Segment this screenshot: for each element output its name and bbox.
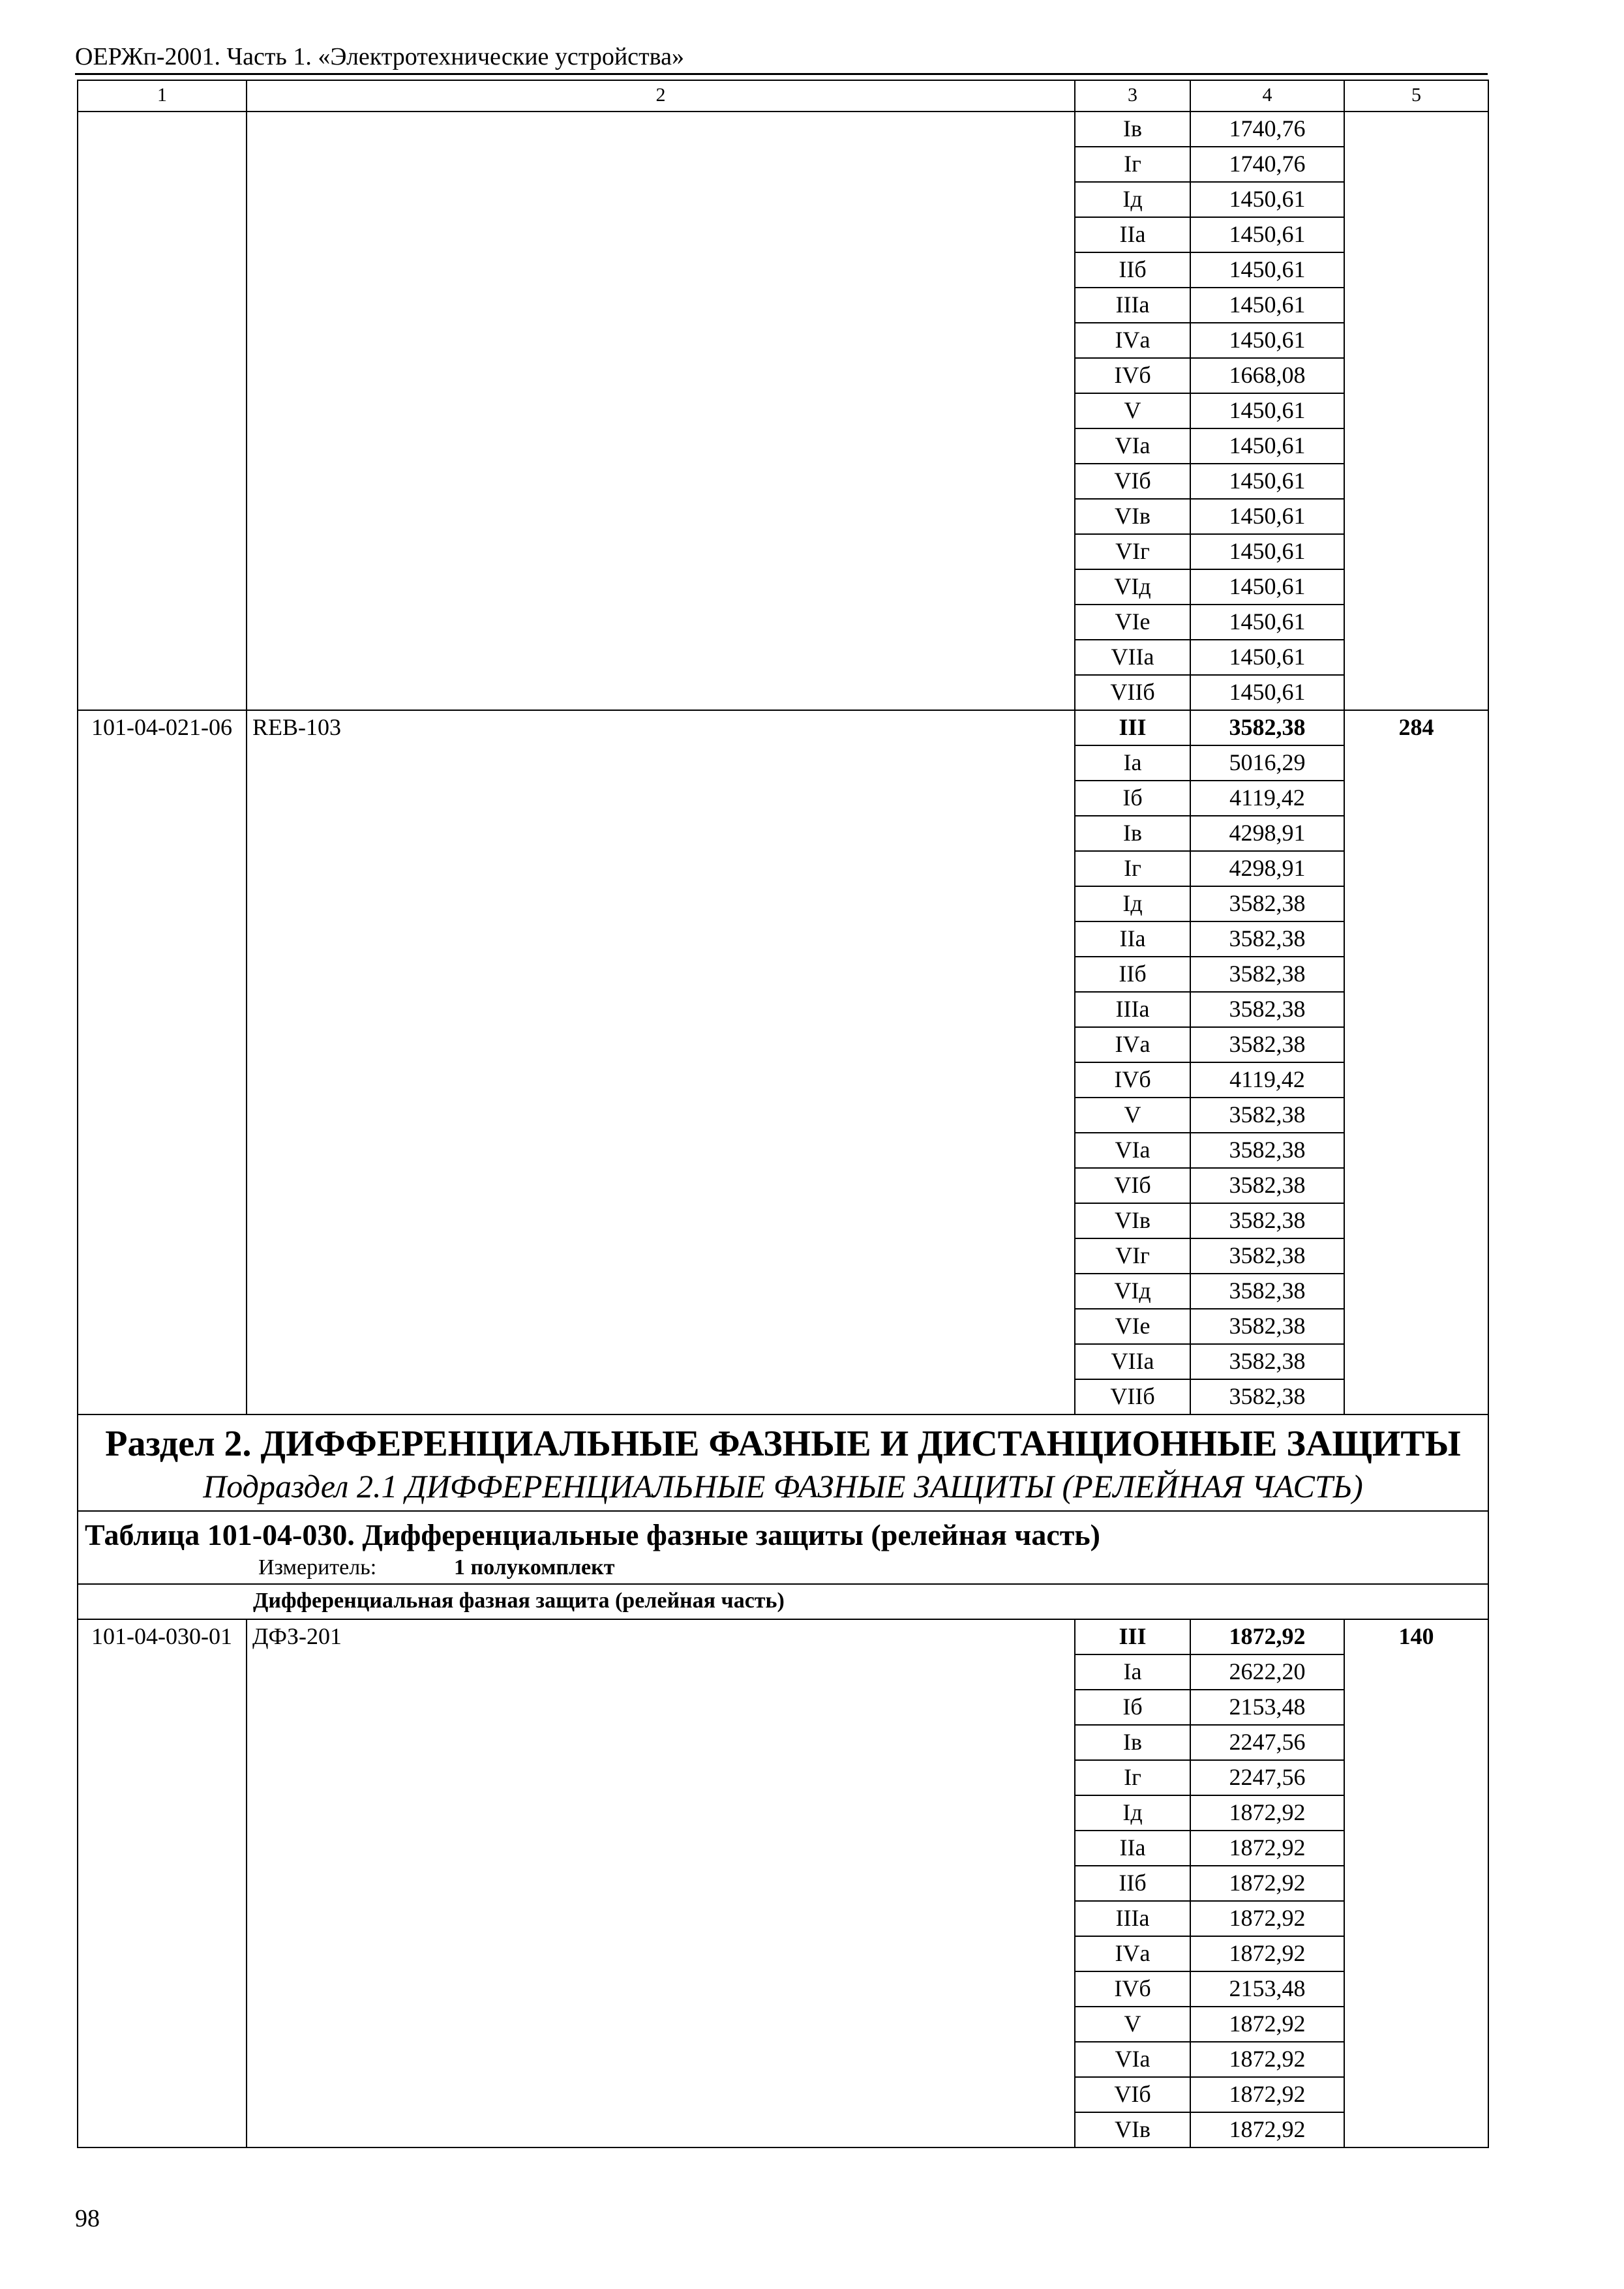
value-cell: 1450,61 [1190, 252, 1344, 288]
zone-cell: VIIб [1075, 1379, 1190, 1414]
zone-cell: IIIа [1075, 992, 1190, 1027]
zone-cell: Iд [1075, 1795, 1190, 1831]
value-cell: 1450,61 [1190, 605, 1344, 640]
zone-cell: VIIа [1075, 1344, 1190, 1379]
labor-cell [1344, 112, 1488, 710]
labor-cell: 284 [1344, 710, 1488, 1414]
subgroup-row [78, 1584, 1488, 1619]
rate-name [247, 112, 1075, 710]
value-cell: 1872,92 [1190, 1795, 1344, 1831]
zone-cell: IIа [1075, 1831, 1190, 1866]
value-cell: 1450,61 [1190, 323, 1344, 358]
value-cell: 1450,61 [1190, 464, 1344, 499]
zone-cell: Iг [1075, 1760, 1190, 1795]
zone-cell: IVб [1075, 1971, 1190, 2007]
zone-cell: Iд [1075, 886, 1190, 921]
page-header: ОЕРЖп-2001. Часть 1. «Электротехнические устройства» [75, 43, 684, 70]
rate-row-base [78, 1619, 1488, 1654]
zone-cell: Iа [1075, 1654, 1190, 1690]
value-cell: 3582,38 [1190, 1274, 1344, 1309]
zone-cell: Iв [1075, 816, 1190, 851]
zone-cell: Iг [1075, 851, 1190, 886]
rate-code: 101-04-030-01 [78, 1619, 247, 2147]
value-cell: 1740,76 [1190, 112, 1344, 147]
value-cell: 1450,61 [1190, 393, 1344, 428]
rate-row [78, 112, 1488, 147]
price-table [77, 80, 1489, 2148]
zone-cell: VIг [1075, 534, 1190, 569]
zone-cell: IIIа [1075, 1901, 1190, 1936]
value-cell: 3582,38 [1190, 921, 1344, 957]
value-cell: 1872,92 [1190, 1831, 1344, 1866]
zone-cell: VIд [1075, 569, 1190, 605]
zone-cell: Iа [1075, 745, 1190, 781]
zone-cell: VIIб [1075, 675, 1190, 710]
column-number: 1 [78, 80, 247, 112]
value-cell: 2247,56 [1190, 1760, 1344, 1795]
value-cell: 3582,38 [1190, 1238, 1344, 1274]
column-number: 3 [1075, 80, 1190, 112]
zone-cell: Iв [1075, 112, 1190, 147]
value-cell: 3582,38 [1190, 1203, 1344, 1238]
zone-cell: Iг [1075, 147, 1190, 182]
measure-value: 1 полукомплект [454, 1555, 615, 1579]
zone-cell: Iд [1075, 182, 1190, 217]
rate-code [78, 112, 247, 710]
labor-cell: 140 [1344, 1619, 1488, 2147]
measure-label: Измеритель: [258, 1555, 377, 1579]
zone-cell: VIIа [1075, 640, 1190, 675]
zone-cell: VIв [1075, 1203, 1190, 1238]
value-cell: 1450,61 [1190, 288, 1344, 323]
page-number: 98 [75, 2205, 100, 2232]
column-number-row [78, 80, 1488, 112]
zone-cell: IIIа [1075, 288, 1190, 323]
zone-cell: VIе [1075, 605, 1190, 640]
zone-cell: V [1075, 2007, 1190, 2042]
value-cell: 1668,08 [1190, 358, 1344, 393]
value-cell: 1872,92 [1190, 1936, 1344, 1971]
zone-cell: Iб [1075, 1690, 1190, 1725]
value-cell: 3582,38 [1190, 1168, 1344, 1203]
zone-cell: VIб [1075, 2077, 1190, 2112]
value-cell: 1450,61 [1190, 569, 1344, 605]
zone-cell: IVб [1075, 1062, 1190, 1098]
value-cell: 1450,61 [1190, 534, 1344, 569]
value-cell: 1450,61 [1190, 640, 1344, 675]
value-cell: 2247,56 [1190, 1725, 1344, 1760]
value-cell: 3582,38 [1190, 1309, 1344, 1344]
zone-cell: IIб [1075, 252, 1190, 288]
zone-cell: IIб [1075, 957, 1190, 992]
measure-row [85, 1555, 1488, 1581]
zone-cell: IVа [1075, 1936, 1190, 1971]
value-cell: 5016,29 [1190, 745, 1344, 781]
value-cell: 1450,61 [1190, 182, 1344, 217]
value-cell: 3582,38 [1190, 1098, 1344, 1133]
value-cell: 1872,92 [1190, 2112, 1344, 2147]
column-number: 5 [1344, 80, 1488, 112]
zone-cell: VIв [1075, 2112, 1190, 2147]
value-cell: 1872,92 [1190, 1866, 1344, 1901]
zone-cell: VIб [1075, 1168, 1190, 1203]
value-cell: 1450,61 [1190, 217, 1344, 252]
value-cell: 1872,92 [1190, 1901, 1344, 1936]
value-cell: 3582,38 [1190, 1133, 1344, 1168]
column-number: 2 [247, 80, 1075, 112]
value-cell: 1740,76 [1190, 147, 1344, 182]
value-cell: 2153,48 [1190, 1971, 1344, 2007]
value-cell: 3582,38 [1190, 886, 1344, 921]
value-cell: 3582,38 [1190, 992, 1344, 1027]
value-cell: 4298,91 [1190, 816, 1344, 851]
table-title-cell [78, 1511, 1488, 1584]
value-cell: 3582,38 [1190, 710, 1344, 745]
zone-cell: VIв [1075, 499, 1190, 534]
value-cell: 1872,92 [1190, 2042, 1344, 2077]
price-table-body [78, 80, 1488, 2147]
rate-code: 101-04-021-06 [78, 710, 247, 1414]
value-cell: 2622,20 [1190, 1654, 1344, 1690]
value-cell: 1872,92 [1190, 2077, 1344, 2112]
value-cell: 4119,42 [1190, 781, 1344, 816]
zone-cell: IVа [1075, 1027, 1190, 1062]
section-title: Раздел 2. ДИФФЕРЕНЦИАЛЬНЫЕ ФАЗНЫЕ И ДИСТАНЦИОННЫЕ ЗАЩИТЫ [105, 1424, 1461, 1464]
value-cell: 1872,92 [1190, 1619, 1344, 1654]
rate-name: ДФЗ-201 [247, 1619, 1075, 2147]
value-cell: 1450,61 [1190, 428, 1344, 464]
value-cell: 1872,92 [1190, 2007, 1344, 2042]
zone-cell: IIб [1075, 1866, 1190, 1901]
value-cell: 3582,38 [1190, 1379, 1344, 1414]
zone-cell: VIа [1075, 428, 1190, 464]
value-cell: 1450,61 [1190, 675, 1344, 710]
zone-cell: V [1075, 1098, 1190, 1133]
zone-cell: III [1075, 1619, 1190, 1654]
table-title: Таблица 101-04-030. Дифференциальные фазные защиты (релейная часть) [85, 1518, 1100, 1551]
section-subtitle: Подраздел 2.1 ДИФФЕРЕНЦИАЛЬНЫЕ ФАЗНЫЕ ЗАЩИТЫ (РЕЛЕЙНАЯ ЧАСТЬ) [203, 1468, 1363, 1504]
zone-cell: V [1075, 393, 1190, 428]
zone-cell: VIа [1075, 1133, 1190, 1168]
header-rule [75, 73, 1488, 75]
rate-name: REB-103 [247, 710, 1075, 1414]
zone-cell: IIа [1075, 217, 1190, 252]
zone-cell: VIг [1075, 1238, 1190, 1274]
zone-cell: VIе [1075, 1309, 1190, 1344]
zone-cell: VIа [1075, 2042, 1190, 2077]
zone-cell: III [1075, 710, 1190, 745]
section-cell [78, 1414, 1488, 1511]
section-row [78, 1414, 1488, 1511]
zone-cell: IVа [1075, 323, 1190, 358]
value-cell: 3582,38 [1190, 1027, 1344, 1062]
value-cell: 2153,48 [1190, 1690, 1344, 1725]
value-cell: 3582,38 [1190, 1344, 1344, 1379]
table-title-row [78, 1511, 1488, 1584]
subgroup-title: Дифференциальная фазная защита (релейная часть) [78, 1584, 1488, 1619]
zone-cell: Iб [1075, 781, 1190, 816]
value-cell: 3582,38 [1190, 957, 1344, 992]
zone-cell: IIа [1075, 921, 1190, 957]
zone-cell: IVб [1075, 358, 1190, 393]
value-cell: 4298,91 [1190, 851, 1344, 886]
zone-cell: Iв [1075, 1725, 1190, 1760]
rate-row-base [78, 710, 1488, 745]
zone-cell: VIб [1075, 464, 1190, 499]
value-cell: 4119,42 [1190, 1062, 1344, 1098]
value-cell: 1450,61 [1190, 499, 1344, 534]
zone-cell: VIд [1075, 1274, 1190, 1309]
column-number: 4 [1190, 80, 1344, 112]
